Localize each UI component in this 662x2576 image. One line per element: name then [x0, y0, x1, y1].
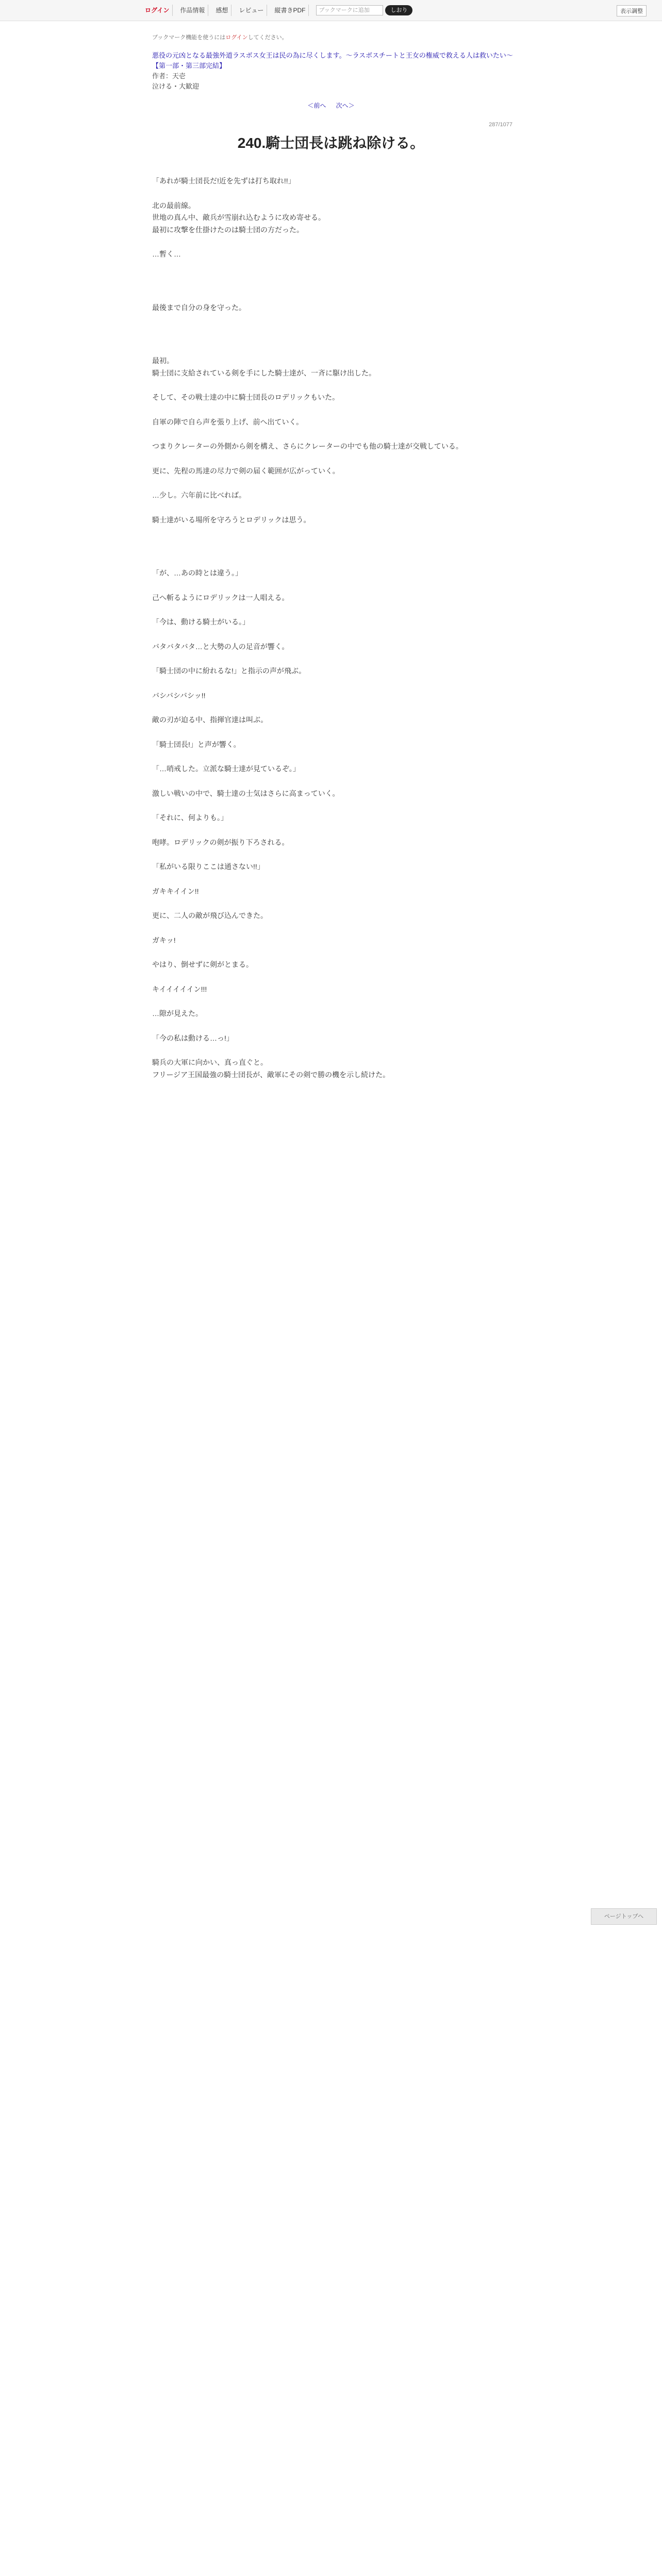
paragraph: 騎兵の大軍に向かい、真っ直ぐと。 フリージア王国最強の騎士団長が、敵軍にその剣で勝の機を示し続けた。: [152, 1058, 390, 1079]
notice-login-link[interactable]: ログイン: [225, 35, 248, 41]
paragraph: 更に、先程の馬達の尽力で剣の届く範囲が広がっていく。: [152, 466, 340, 475]
site-header: [0, 0, 662, 21]
paragraph: 更に、二人の敵が飛び込んできた。: [152, 911, 268, 920]
notice-text: ブックマーク機能を使うには: [152, 35, 226, 41]
vertical-pdf-link[interactable]: 縦書きPDF: [271, 5, 309, 16]
paragraph: バシバシバシッ!!: [152, 691, 206, 700]
chapter-number: 287/1077: [489, 122, 512, 128]
paragraph: 北の最前線。 世地の真ん中、敵兵が雪崩れ込むように攻め寄せる。 最初に攻撃を仕掛けたのは騎士団の方だった。: [152, 201, 325, 234]
paragraph: 最後まで自分の身を守った。: [152, 303, 246, 312]
display-settings-button[interactable]: 表示調整: [617, 5, 647, 16]
paragraph: 最初。 騎士団に支給されている剣を手にした騎士達が、一斉に駆け出した。: [152, 357, 376, 377]
paragraph: バタバタバタ…と大勢の人の足音が響く。: [152, 642, 289, 651]
prev-link[interactable]: ＜前へ: [307, 102, 326, 109]
paragraph: …少し。六年前に比べれば。: [152, 491, 246, 499]
paragraph: 自軍の陣で自ら声を張り上げ、前へ出ていく。: [152, 417, 304, 426]
impressions-link[interactable]: 感想: [212, 5, 231, 16]
paragraph: そして、その戦士達の中に騎士団長のロデリックもいた。: [152, 393, 340, 401]
paragraph: 「…哨戒した。立派な騎士達が見ているぞ。」: [152, 765, 300, 773]
bookmark-notice: [152, 33, 288, 41]
paragraph: 「騎士団の中に紛れるな!」と指示の声が飛ぶ。: [152, 667, 306, 675]
paragraph: 激しい戦いの中で、騎士達の士気はさらに高まっていく。: [152, 789, 340, 798]
paragraph: 「それに、何よりも。」: [152, 814, 228, 822]
paragraph: 「今は、動ける騎士がいる。」: [152, 618, 250, 626]
paragraph: 「私がいる限りここは通さない!!」: [152, 862, 264, 871]
paragraph: ガキッ!: [152, 936, 176, 944]
paragraph: 騎士達がいる場所を守ろうとロデリックは思う。: [152, 515, 311, 524]
paragraph: 敵の刃が迫る中、指揮官達は叫ぶ。: [152, 716, 268, 724]
bookmark-add-field[interactable]: ブックマークに追加: [316, 5, 383, 15]
work-info-link[interactable]: 作品情報: [177, 5, 208, 16]
paragraph: やはり、倒せずに剣がとまる。: [152, 960, 253, 969]
login-link[interactable]: ログイン: [142, 5, 173, 16]
paragraph: 「騎士団長!」と声が響く。: [152, 740, 241, 749]
header-nav: [142, 0, 412, 21]
paragraph: …暫く…: [152, 250, 181, 258]
genre-tag: 泣ける・大歓迎: [152, 82, 200, 90]
paragraph: 「あれが騎士団長だ!近を先ずは打ち取れ!!」: [152, 177, 295, 185]
author[interactable]: 作者：天壱: [152, 72, 186, 80]
page-top-button[interactable]: ページトップへ: [591, 1908, 657, 1925]
series-info: [152, 50, 513, 92]
review-link[interactable]: レビュー: [236, 5, 267, 16]
series-title[interactable]: 悪役の元凶となる最強外道ラスボス女王は民の為に尽くします。〜ラスボスチートと王女の権威で救える人は救いたい〜【第一部・第三部完結】: [152, 52, 513, 70]
next-link[interactable]: 次へ＞: [336, 102, 355, 109]
paragraph: 己へ斬るようにロデリックは一人唱える。: [152, 593, 289, 602]
notice-suffix: してください。: [247, 35, 288, 41]
header-search: [316, 5, 412, 15]
shiori-button[interactable]: しおり: [385, 5, 412, 15]
paragraph: 咆哮。ロデリックの剣が振り下ろされる。: [152, 838, 289, 846]
paragraph: つまりクレーターの外側から剣を構え、さらにクレーターの中でも他の騎士達が交戦している。: [152, 442, 463, 450]
paragraph: 「今の私は動ける…っ!」: [152, 1033, 234, 1042]
paragraph: 「が、…あの時とは違う。」: [152, 569, 242, 577]
chapter-title: 240.騎士団長は跳ね除ける。: [237, 135, 425, 151]
chapter-nav-top: [0, 101, 662, 110]
paragraph: ガキキイイン!!: [152, 887, 199, 895]
paragraph: …隙が見えた。: [152, 1009, 203, 1018]
novel-body: [152, 175, 510, 1093]
paragraph: キイイイイイン!!!: [152, 985, 207, 993]
